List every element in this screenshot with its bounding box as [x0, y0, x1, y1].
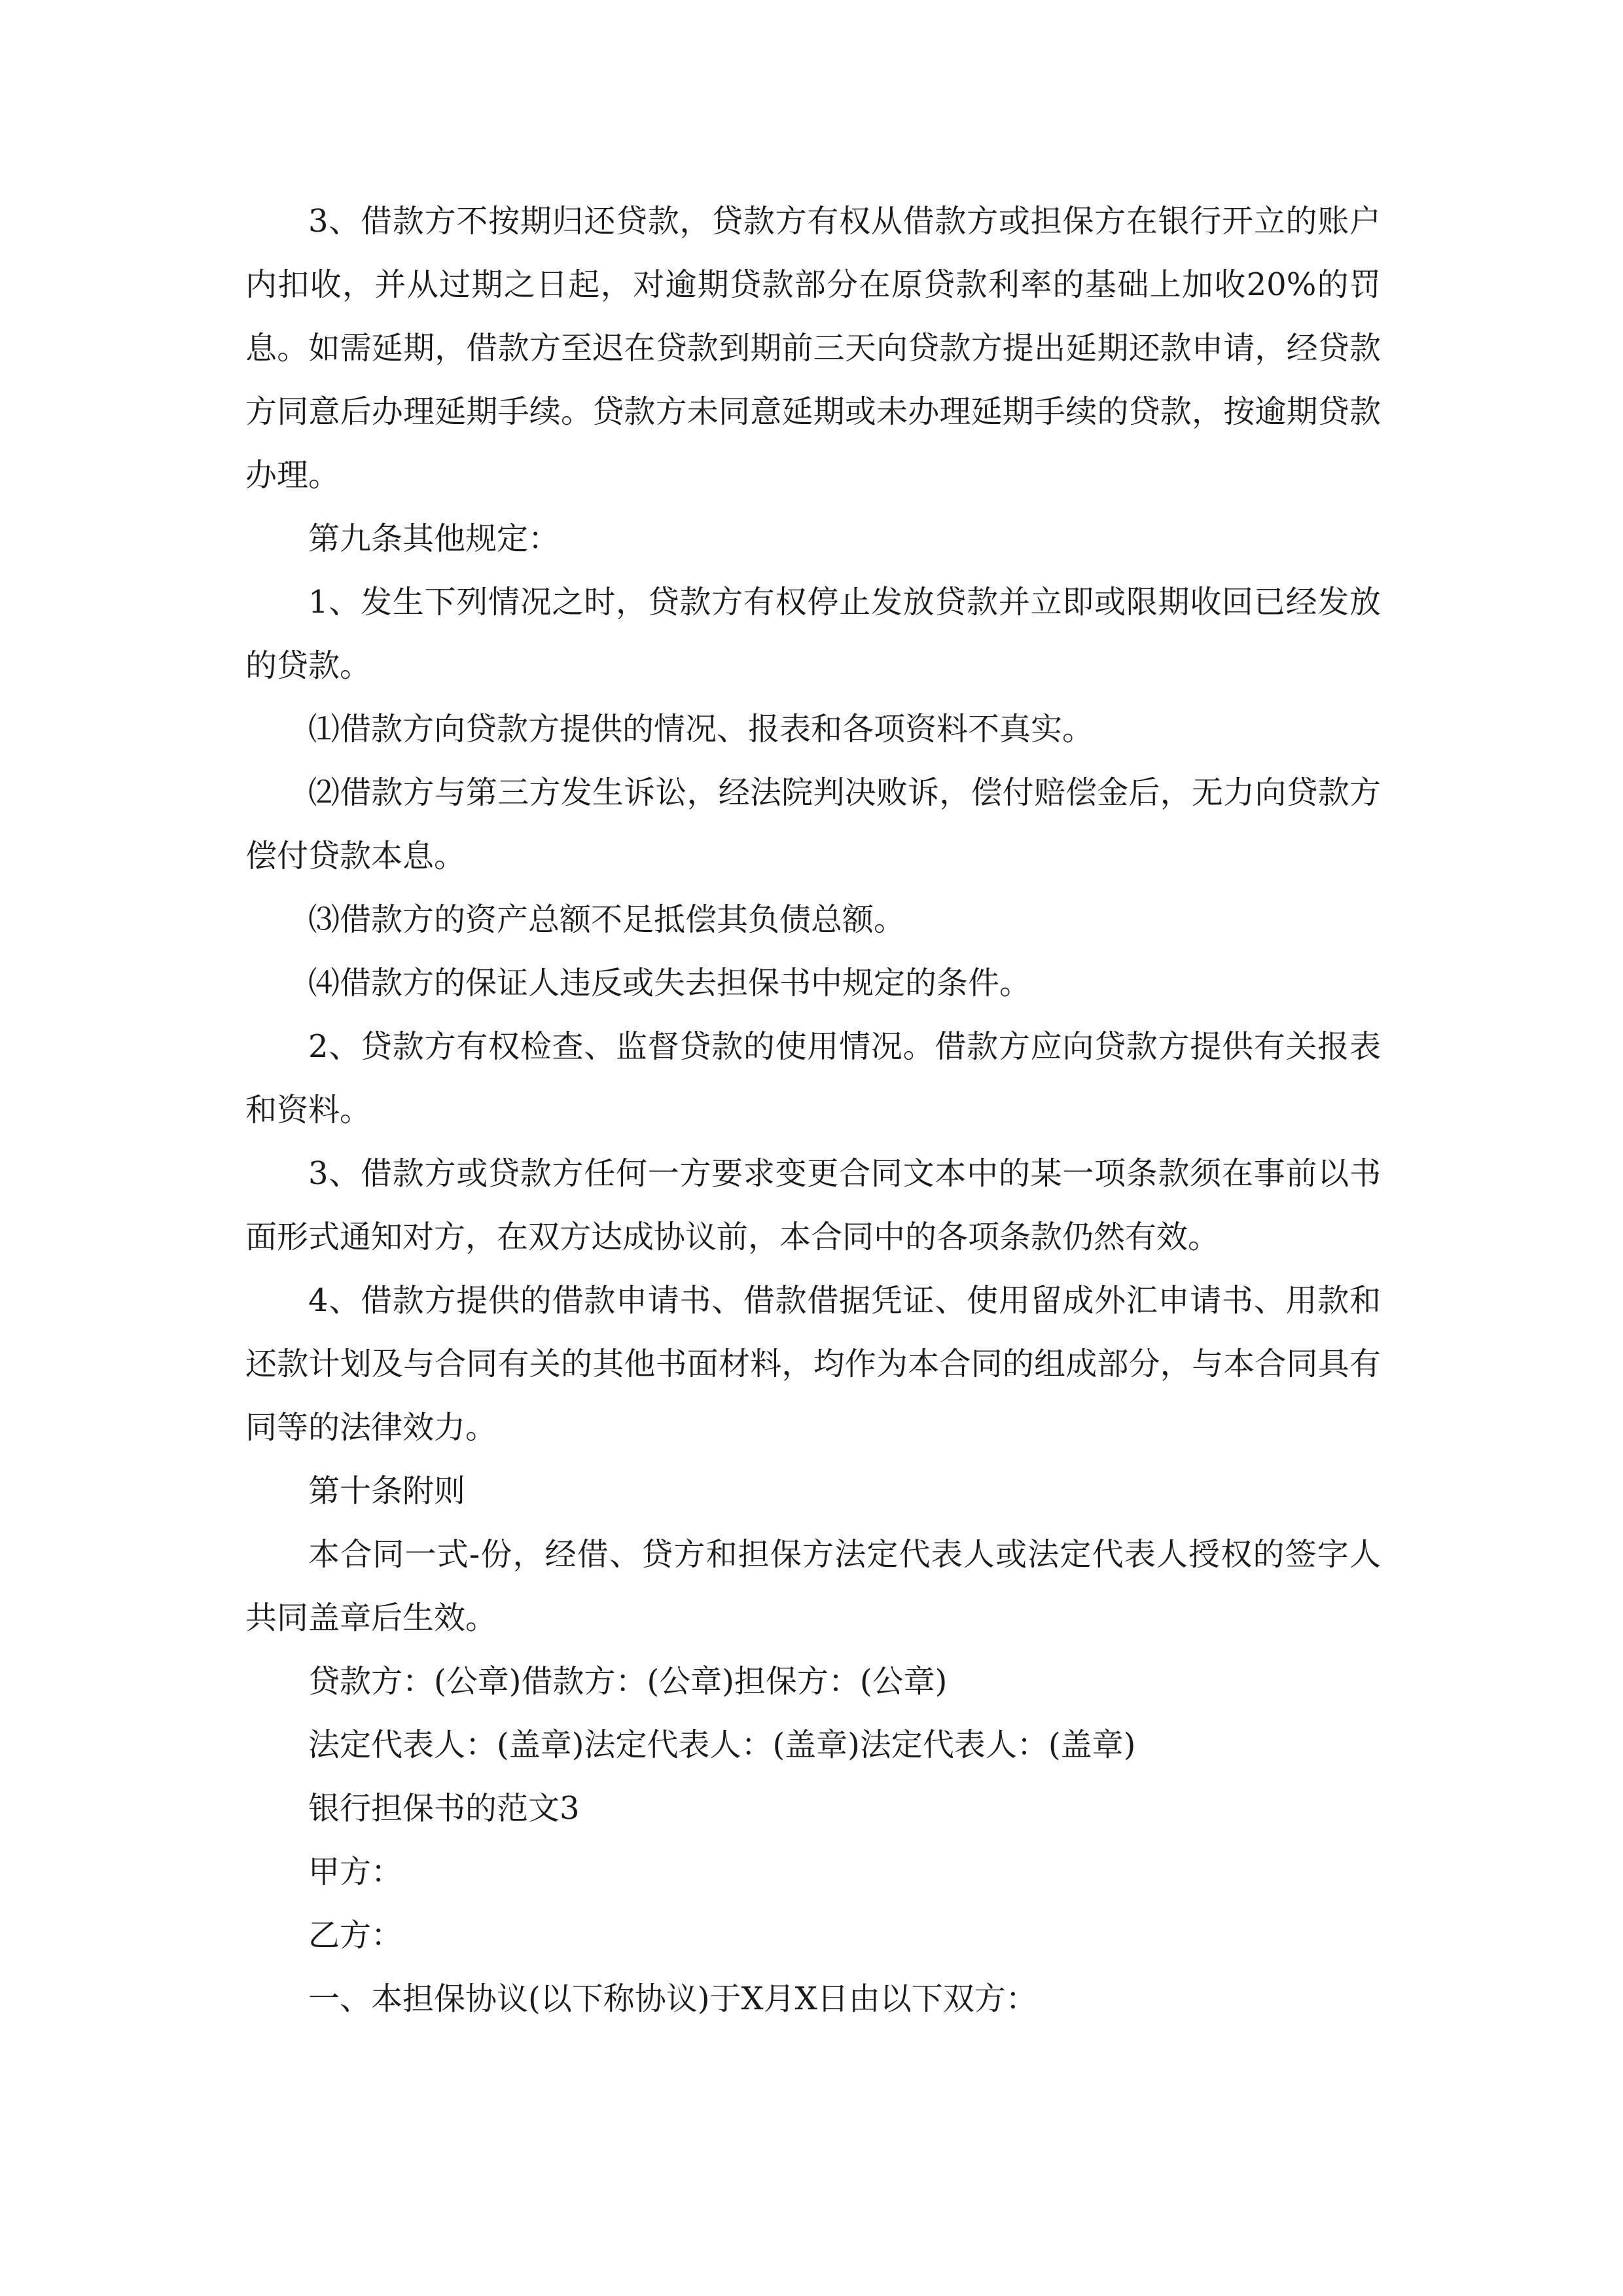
paragraph-inspection-rights: 2、贷款方有权检查、监督贷款的使用情况。借款方应向贷款方提供有关报表和资料。 [245, 1028, 1381, 1128]
paragraph-item-1: ⑴借款方向贷款方提供的情况、报表和各项资料不真实。 [308, 711, 1094, 747]
signature-line-seals: 贷款方：(公章)借款方：(公章)担保方：(公章) [308, 1663, 948, 1700]
document-body [245, 190, 1381, 2031]
heading-article-ten: 第十条附则 [308, 1473, 466, 1509]
paragraph-stop-lending: 1、发生下列情况之时，贷款方有权停止发放贷款并立即或限期收回已经发放的贷款。 [245, 584, 1381, 684]
paragraph-effectiveness: 本合同一式-份，经借、贷方和担保方法定代表人或法定代表人授权的签字人共同盖章后生效。 [245, 1536, 1381, 1636]
paragraph-item-3: ⑶借款方的资产总额不足抵偿其负债总额。 [308, 901, 906, 938]
heading-article-nine: 第九条其他规定： [308, 520, 560, 557]
signature-line-representatives: 法定代表人：(盖章)法定代表人：(盖章)法定代表人：(盖章) [308, 1727, 1136, 1763]
paragraph-overdue-repayment: 3、借款方不按期归还贷款，贷款方有权从借款方或担保方在银行开立的账户内扣收，并从过期之日起，对逾期贷款部分在原贷款利率的基础上加收20%的罚息。如需延期，借款方至迟在贷款到期前三天向贷款方提出延期还款申请，经贷款方同意后办理延期手续。贷款方未同意延期或未办理延期手续的贷款，按逾期贷款办理。 [245, 203, 1381, 493]
paragraph-contract-changes: 3、借款方或贷款方任何一方要求变更合同文本中的某一项条款须在事前以书面形式通知对方，在双方达成协议前，本合同中的各项条款仍然有效。 [245, 1155, 1381, 1255]
paragraph-agreement-intro: 一、本担保协议(以下称协议)于X月X日由以下双方： [308, 1981, 1037, 2017]
paragraph-item-4: ⑷借款方的保证人违反或失去担保书中规定的条件。 [308, 965, 1031, 1001]
party-a-line: 甲方： [308, 1854, 403, 1890]
paragraph-contract-materials: 4、借款方提供的借款申请书、借款借据凭证、使用留成外汇申请书、用款和还款计划及与合同有关的其他书面材料，均作为本合同的组成部分，与本合同具有同等的法律效力。 [245, 1282, 1381, 1446]
party-b-line: 乙方： [308, 1917, 403, 1954]
heading-sample-3: 银行担保书的范文3 [308, 1790, 580, 1827]
paragraph-item-2: ⑵借款方与第三方发生诉讼，经法院判决败诉，偿付赔偿金后，无力向贷款方偿付贷款本息。 [245, 774, 1381, 874]
